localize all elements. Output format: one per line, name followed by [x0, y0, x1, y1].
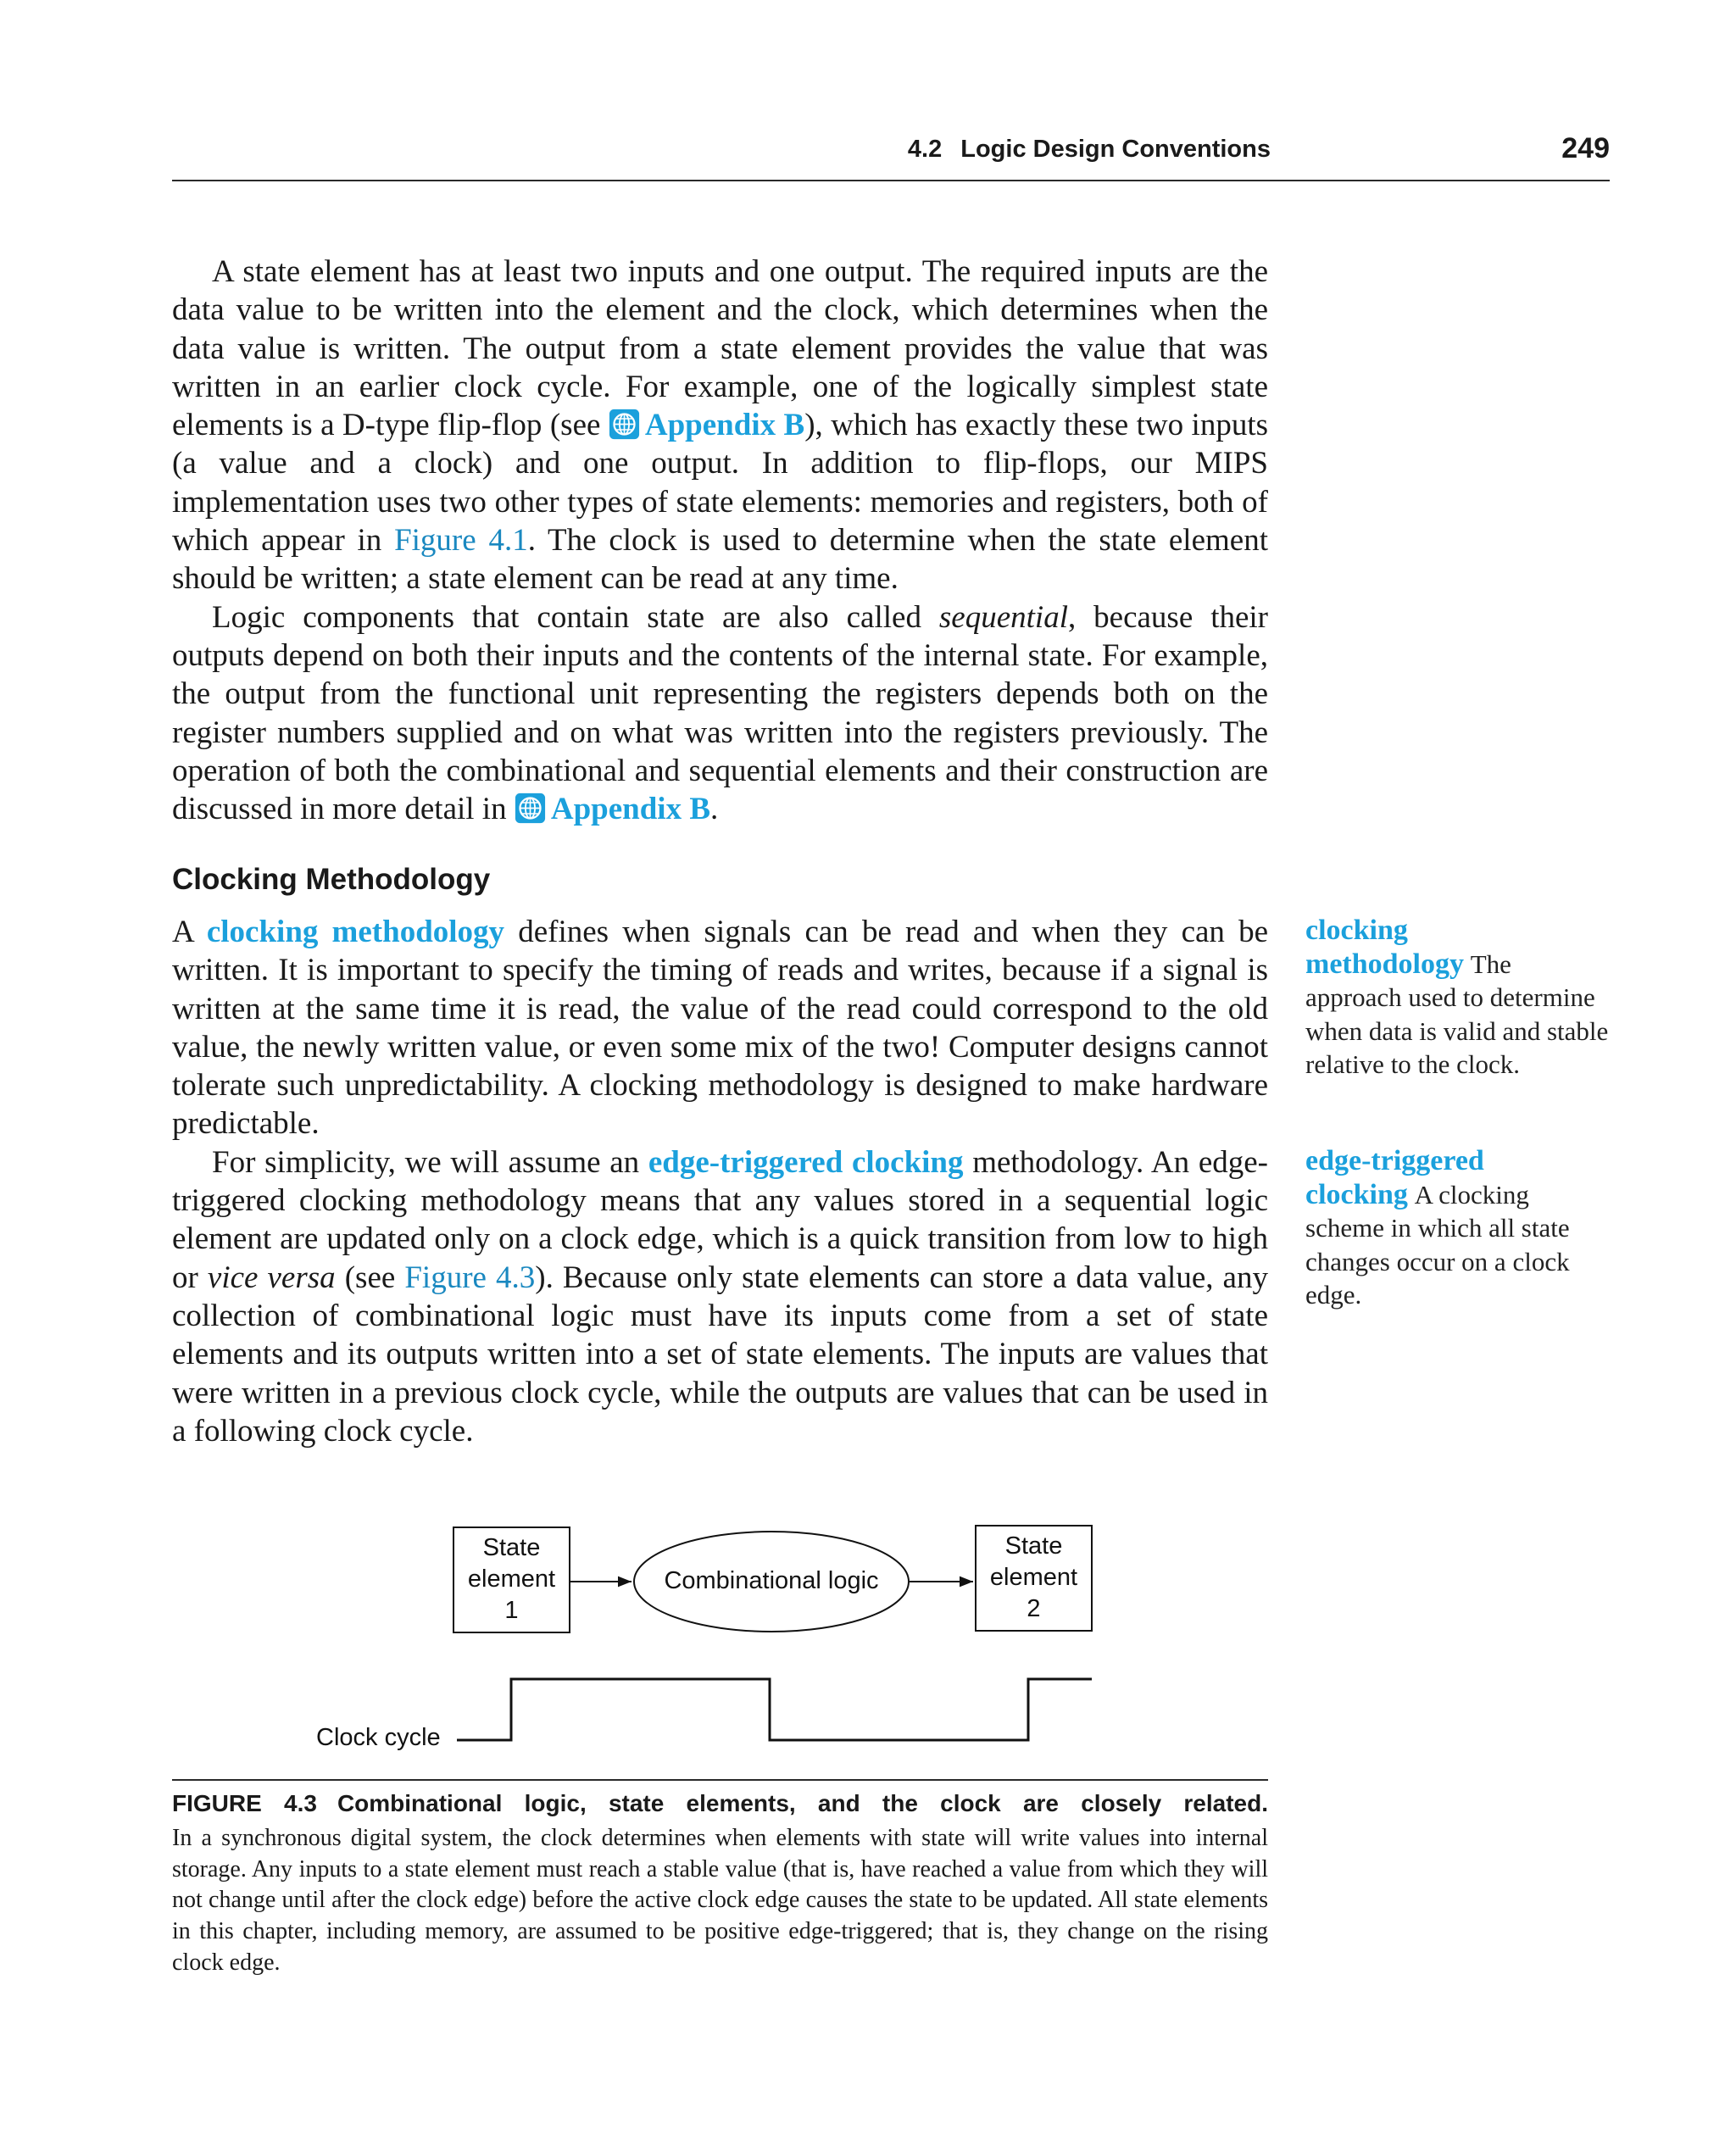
running-head	[172, 127, 1610, 181]
para2-text-2: , because their outputs depend on both their inputs and the contents of the internal state. For example, the output from the functional unit representing the registers depends both on the register numbers supplied and on what was written into the registers previously. The operation of both the combinational and sequential elements and their construction are discussed in more detail in	[172, 599, 1268, 827]
paragraph-edge-triggered	[172, 1143, 1268, 1450]
clock-cycle-label: Clock cycle	[316, 1724, 441, 1751]
section-title	[908, 136, 1271, 164]
clock-waveform	[457, 1679, 1092, 1740]
section-title-text: Logic Design Conventions	[960, 136, 1271, 163]
figure-rule	[172, 1779, 1268, 1781]
figure-4-3	[172, 1509, 1268, 1763]
para4-text-3: (see	[335, 1260, 405, 1295]
para4-text-1: For simplicity, we will assume an	[212, 1144, 648, 1180]
sequential-emphasis: sequential	[938, 599, 1068, 635]
para2-text-3: .	[710, 792, 719, 827]
para3-text-2: defines when signals can be read and when they can be written. It is important to specify the timing of reads and writes, because if a signal is written at the same time it is read, the value of the read could correspond to the old value, the newly written value, or even some mix of the two! Computer designs cannot tolerate such unpredictability. A clocking methodology is designed to make hardware predictable.	[172, 915, 1269, 1142]
state-element-1-line3: 1	[504, 1597, 519, 1624]
paragraph-clocking-methodology	[172, 913, 1268, 1143]
margin-note-definition: The approach used to determine when data is valid and stable relative to the clock.	[1305, 948, 1609, 1079]
clocking-methodology-term[interactable]: clocking methodology	[206, 915, 505, 949]
vice-versa-emphasis: vice versa	[207, 1260, 336, 1295]
margin-note-term: edge-triggered clocking	[1305, 1145, 1484, 1210]
para1-text-1: A state element has at least two inputs and one output. The required inputs are the data value to be written into the element and the clock, which determines when the data value is written. The output from a state element provides the value that was written in an earlier clock cycle. For example, one of the logically simplest state elements is a D-type flip-flop (see	[172, 254, 1268, 443]
state-element-1-line1: State	[482, 1534, 541, 1561]
page-number: 249	[1561, 132, 1610, 164]
state-element-1-label	[453, 1532, 570, 1627]
caption-label: FIGURE 4.3	[172, 1790, 317, 1816]
figure-4-1-link[interactable]: Figure 4.1	[394, 523, 528, 559]
caption-title: Combinational logic, state elements, and the clock are closely related.	[337, 1790, 1268, 1816]
state-element-2-line2: element	[989, 1564, 1078, 1591]
para1-text-3: . The clock is used to determine when the state element should be written; a state element can be read at any time.	[172, 523, 1268, 597]
edge-triggered-clocking-term[interactable]: edge-triggered clocking	[648, 1144, 964, 1180]
globe-icon	[515, 792, 546, 824]
state-element-2-line3: 2	[1027, 1595, 1041, 1622]
caption-body: In a synchronous digital system, the clock determines when elements with state will write values into internal storage. Any inputs to a state element must reach a stable value (that is, have reached a value from which they will not change until after the clock edge) before the active clock edge causes the state to be updated. All state elements in this chapter, including memory, are assumed to be positive edge-triggered; that is, they change on the rising clock edge.	[172, 1824, 1268, 1976]
para3-text-1: A	[172, 915, 207, 949]
state-element-2-line1: State	[1004, 1532, 1063, 1560]
margin-note-definition: A clocking scheme in which all state changes occur on a clock edge.	[1305, 1179, 1570, 1310]
appendix-b-link[interactable]: Appendix B	[644, 408, 805, 443]
body-text-clocking	[172, 913, 1268, 1450]
margin-note-term: clocking methodology	[1305, 915, 1464, 980]
caption-heading	[172, 1788, 1268, 1820]
margin-note-clocking-methodology	[1305, 914, 1611, 1082]
para4-text-4: ). Because only state elements can store a data value, any collection of combinational logic must have its inputs come from a set of state elements and its outputs written into a set of state elements. The inputs are values that were written in a previous clock cycle, while the outputs are values that can be used in a following clock cycle.	[172, 1260, 1268, 1449]
section-heading: Clocking Methodology	[172, 863, 491, 896]
para1-text-2: ), which has exactly these two inputs (a value and a clock) and one output. In addition to flip-flops, our MIPS implementation uses two other types of state elements: memories and registers, both of which appear in	[172, 408, 1269, 559]
figure-4-3-link[interactable]: Figure 4.3	[404, 1260, 536, 1295]
margin-note-edge-triggered	[1305, 1144, 1611, 1312]
para4-text-2: methodology. An edge-triggered clocking methodology means that any values stored in a sequential logic element are updated only on a clock edge, which is a quick transition from low to high or	[172, 1144, 1268, 1295]
paragraph-state-element	[172, 253, 1268, 598]
figure-caption	[172, 1788, 1268, 1979]
para2-text-1: Logic components that contain state are also called	[212, 599, 939, 635]
appendix-b-link[interactable]: Appendix B	[550, 792, 711, 827]
state-element-1-line2: element	[467, 1565, 556, 1593]
section-number: 4.2	[907, 136, 943, 163]
globe-icon	[609, 409, 640, 440]
state-element-2-label	[976, 1531, 1092, 1625]
combinational-logic-label: Combinational logic	[664, 1567, 879, 1594]
paragraph-sequential	[172, 598, 1268, 829]
body-text-intro	[172, 253, 1268, 828]
